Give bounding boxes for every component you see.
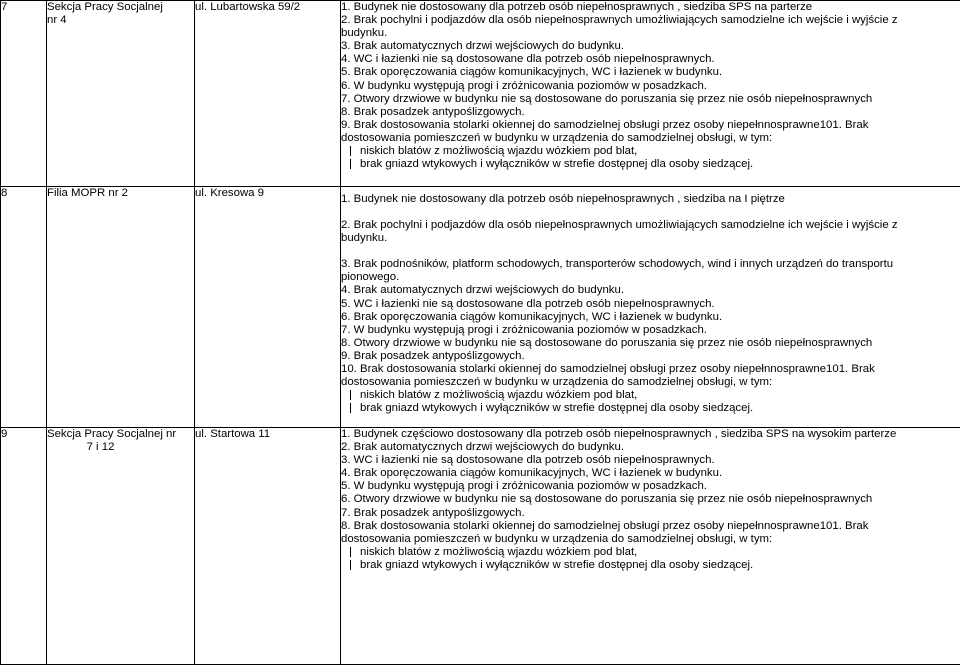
barrier-item: 8. Otwory drzwiowe w budynku nie są dostosowane do poruszania się przez nie osób niepełnosprawnych bbox=[341, 336, 873, 349]
barrier-item: dostosowania pomieszczeń w budynku w urządzenia do samodzielnej obsługi, w tym: bbox=[341, 376, 773, 389]
barrier-subitem-text: niskich blatów z możliwością wjazdu wózkiem pod blat, bbox=[360, 145, 638, 158]
dash-bullet-icon bbox=[347, 402, 356, 413]
barrier-subitem bbox=[341, 158, 960, 171]
barrier-subitem bbox=[341, 145, 960, 158]
barrier-item: 5. Brak oporęczowania ciągów komunikacyjnych, WC i łazienek w budynku. bbox=[341, 66, 723, 79]
barrier-item: 5. W budynku występują progi i zróżnicowania poziomów w posadzkach. bbox=[341, 480, 707, 493]
barrier-item: 8. Brak posadzek antypoślizgowych. bbox=[341, 105, 525, 118]
barrier-item: 7. Brak posadzek antypoślizgowych. bbox=[341, 506, 525, 519]
dash-bullet-icon bbox=[347, 145, 356, 156]
barrier-item: 1. Budynek nie dostosowany dla potrzeb osób niepełnosprawnych , siedziba na I piętrze bbox=[341, 193, 785, 205]
barrier-item: 6. Brak oporęczowania ciągów komunikacyjnych, WC i łazienek w budynku. bbox=[341, 310, 723, 323]
unit-name-line: nr 4 bbox=[47, 14, 67, 27]
barrier-subitem-text: brak gniazd wtykowych i wyłączników w strefie dostępnej dla osoby siedzącej. bbox=[360, 558, 754, 571]
barrier-subitem bbox=[341, 546, 960, 559]
barrier-item: pionowego. bbox=[341, 271, 400, 284]
barrier-item: 5. WC i łazienki nie są dostosowane dla potrzeb osób niepełnosprawnych. bbox=[341, 297, 715, 310]
barrier-item: 1. Budynek nie dostosowany dla potrzeb osób niepełnosprawnych , siedziba SPS na parterze bbox=[341, 1, 813, 13]
barrier-item: 4. Brak automatycznych drzwi wejściowych do budynku. bbox=[341, 284, 624, 297]
barrier-item: 2. Brak pochylni i podjazdów dla osób niepełnosprawnych umożliwiających samodzielne ich wejście i wyjście z bbox=[341, 219, 898, 232]
barrier-subitem-text: brak gniazd wtykowych i wyłączników w strefie dostępnej dla osoby siedzącej. bbox=[360, 158, 754, 171]
table-row bbox=[1, 428, 960, 665]
dash-bullet-icon bbox=[347, 158, 356, 169]
row-number: 9 bbox=[1, 428, 47, 665]
barrier-subitem bbox=[341, 402, 960, 415]
row-number: 8 bbox=[1, 187, 47, 428]
barrier-item: 6. Otwory drzwiowe w budynku nie są dostosowane do poruszania się przez nie osób niepełnosprawnych bbox=[341, 493, 873, 506]
barrier-item: budynku. bbox=[341, 27, 388, 40]
barrier-item: 4. WC i łazienki nie są dostosowane dla potrzeb osób niepełnosprawnych. bbox=[341, 53, 715, 66]
table-row bbox=[1, 187, 960, 428]
barrier-item: 2. Brak automatycznych drzwi wejściowych do budynku. bbox=[341, 441, 624, 454]
unit-name-line: Sekcja Pracy Socjalnej bbox=[47, 1, 163, 13]
barrier-item: 3. Brak podnośników, platform schodowych, transporterów schodowych, wind i innych urządzeń do transportu bbox=[341, 258, 894, 271]
barrier-item: 3. WC i łazienki nie są dostosowane dla potrzeb osób niepełnosprawnych. bbox=[341, 454, 715, 467]
dash-bullet-icon bbox=[347, 389, 356, 400]
barrier-item: 2. Brak pochylni i podjazdów dla osób niepełnosprawnych umożliwiających samodzielne ich wejście i wyjście z bbox=[341, 14, 898, 27]
unit-name bbox=[47, 187, 195, 428]
barriers-list bbox=[341, 1, 960, 187]
unit-address: ul. Kresowa 9 bbox=[195, 187, 341, 428]
barrier-subitem-text: niskich blatów z możliwością wjazdu wózkiem pod blat, bbox=[360, 545, 638, 558]
row-number: 7 bbox=[1, 1, 47, 187]
barrier-subitem-text: niskich blatów z możliwością wjazdu wózkiem pod blat, bbox=[360, 389, 638, 402]
barrier-subitem-text: brak gniazd wtykowych i wyłączników w strefie dostępnej dla osoby siedzącej. bbox=[360, 402, 754, 415]
barrier-item: 7. W budynku występują progi i zróżnicowania poziomów w posadzkach. bbox=[341, 323, 707, 336]
barrier-item: 8. Brak dostosowania stolarki okiennej do samodzielnej obsługi przez osoby niepełnnosprawne101. Brak bbox=[341, 519, 869, 532]
unit-name-line: Sekcja Pracy Socjalnej nr bbox=[47, 428, 177, 440]
barrier-item: dostosowania pomieszczeń w budynku w urządzenia do samodzielnej obsługi, w tym: bbox=[341, 532, 773, 545]
unit-name bbox=[47, 1, 195, 187]
unit-name-line: 7 i 12 bbox=[86, 441, 115, 454]
barrier-item: 7. Otwory drzwiowe w budynku nie są dostosowane do poruszania się przez nie osób niepełnosprawnych bbox=[341, 92, 873, 105]
barrier-item: 9. Brak posadzek antypoślizgowych. bbox=[341, 349, 525, 362]
barrier-subitem bbox=[341, 389, 960, 402]
barrier-item: 1. Budynek częściowo dostosowany dla potrzeb osób niepełnosprawnych , siedziba SPS na wysokim parterze bbox=[341, 428, 897, 440]
barrier-item: 9. Brak dostosowania stolarki okiennej do samodzielnej obsługi przez osoby niepełnnosprawne101. Brak bbox=[341, 118, 869, 131]
unit-name-line: Filia MOPR nr 2 bbox=[47, 187, 129, 199]
barrier-item: budynku. bbox=[341, 232, 388, 245]
barrier-item: 4. Brak oporęczowania ciągów komunikacyjnych, WC i łazienek w budynku. bbox=[341, 467, 723, 480]
barriers-list bbox=[341, 187, 960, 428]
dash-bullet-icon bbox=[347, 546, 356, 557]
barrier-subitem bbox=[341, 559, 960, 572]
unit-address: ul. Startowa 11 bbox=[195, 428, 341, 665]
barriers-list bbox=[341, 428, 960, 665]
barrier-item: 6. W budynku występują progi i zróżnicowania poziomów w posadzkach. bbox=[341, 79, 707, 92]
barrier-item: 10. Brak dostosowania stolarki okiennej do samodzielnej obsługi przez osoby niepełnnosprawne101. Brak bbox=[341, 363, 875, 376]
dash-bullet-icon bbox=[347, 559, 356, 570]
barrier-item: 3. Brak automatycznych drzwi wejściowych do budynku. bbox=[341, 40, 624, 53]
unit-address: ul. Lubartowska 59/2 bbox=[195, 1, 341, 187]
unit-name bbox=[47, 428, 195, 665]
table-row bbox=[1, 1, 960, 187]
barrier-item: dostosowania pomieszczeń w budynku w urządzenia do samodzielnej obsługi, w tym: bbox=[341, 131, 773, 144]
